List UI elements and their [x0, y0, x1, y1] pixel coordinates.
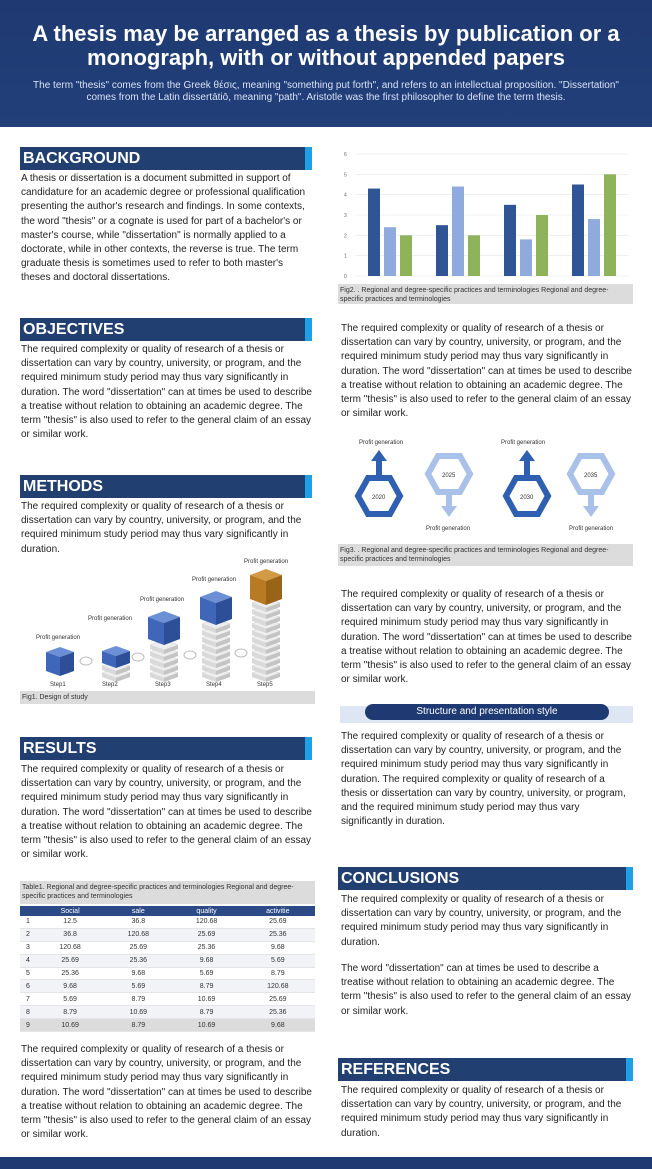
year-2035: 2035	[584, 473, 598, 479]
fig1-step-1: Step1	[50, 682, 66, 688]
table-cell: 7	[20, 993, 36, 1006]
fig1-label-2: Profit generation	[88, 616, 133, 622]
fig1-label-4: Profit generation	[192, 577, 237, 583]
results-heading: RESULTS	[20, 737, 312, 760]
table-cell: 5.69	[104, 980, 172, 993]
chart-bar	[452, 187, 464, 276]
results-text: The required complexity or quality of research of a thesis or dissertation can vary by country, university, or program, and the required minimum study period may thus vary significantly in duration. The word "dissertation" can at times be used to describe a treatise without relation to obtaining an academic degree. The term "thesis" is also used to refer to the general claim of an essay or similar work.	[21, 764, 312, 861]
step5-stack	[250, 569, 282, 682]
fig1-step-3: Step3	[155, 682, 171, 688]
year-2030: 2030	[520, 495, 534, 501]
table-cell: 9	[20, 1019, 36, 1032]
table1-header-cell: quality	[172, 906, 240, 916]
table-cell: 4	[20, 954, 36, 967]
year-2025: 2025	[442, 473, 456, 479]
results-text-2: The required complexity or quality of research of a thesis or dissertation can vary by country, university, or program, and the required minimum study period may thus vary significantly in duration. The word "dissertation" can at times be used to describe a treatise without relation to obtaining an academic degree. The term "thesis" is also used to refer to the general claim of an essay or similar work.	[21, 1044, 312, 1141]
table-cell: 9.68	[172, 954, 240, 967]
poster-footer	[0, 1157, 652, 1169]
table-cell: 8.79	[36, 1006, 104, 1019]
chart-y-tick: 4	[344, 192, 347, 199]
fig2-caption: Fig2. . Regional and degree-specific practices and terminologies Regional and degree-specific practices and terminologies	[338, 284, 633, 304]
poster-subtitle: The term "thesis" comes from the Greek θέσις, meaning "something put forth", and refers to an intellectual proposition. "Dissertation" comes from the Latin dissertātiō, meaning "path". Aristotle was the first philosopher to define the term thesis.	[33, 80, 619, 103]
table-cell: 25.69	[241, 916, 315, 928]
chart-bar	[468, 235, 480, 276]
table-cell: 8.79	[241, 967, 315, 980]
table1-header-cell: sale	[104, 906, 172, 916]
table-cell: 10.69	[172, 993, 240, 1006]
table-row	[20, 941, 315, 954]
table-cell: 25.69	[172, 928, 240, 941]
table-cell: 36.8	[104, 916, 172, 928]
table-cell: 8.79	[172, 1006, 240, 1019]
table-cell: 25.69	[241, 993, 315, 1006]
table-cell: 5.69	[241, 954, 315, 967]
objectives-text: The required complexity or quality of research of a thesis or dissertation can vary by country, university, or program, and the required minimum study period may thus vary significantly in duration. The word "dissertation" can at times be used to describe a treatise without relation to obtaining an academic degree. The term "thesis" is also used to refer to the general claim of an essay or similar work.	[21, 344, 312, 441]
chart-bar	[384, 227, 396, 276]
conclusions-heading: CONCLUSIONS	[338, 867, 633, 890]
table-cell: 120.68	[172, 916, 240, 928]
table-cell: 9.68	[104, 967, 172, 980]
fig3-diagram	[338, 434, 633, 542]
fig3-label-4: Profit generation	[569, 526, 614, 532]
table-cell: 25.36	[241, 1006, 315, 1019]
fig1-label-5: Profit generation	[244, 559, 289, 565]
table-cell: 25.36	[104, 954, 172, 967]
table-row	[20, 967, 315, 980]
table-cell: 8.79	[172, 980, 240, 993]
fig3-label-3: Profit generation	[501, 440, 546, 446]
table-cell: 5.69	[36, 993, 104, 1006]
year-2020: 2020	[372, 495, 386, 501]
table-cell: 36.8	[36, 928, 104, 941]
table-cell: 25.69	[104, 941, 172, 954]
table1-header-cell: activitie	[241, 906, 315, 916]
step2-stack	[102, 646, 130, 682]
table1-caption: Table1. Regional and degree-specific practices and terminologies Regional and degree-specific practices and terminologies	[20, 881, 315, 904]
background-heading: BACKGROUND	[20, 147, 312, 170]
chart-bar	[588, 219, 600, 276]
chart-y-tick: 3	[344, 213, 347, 219]
fig1-label-3: Profit generation	[140, 597, 185, 603]
table1-header-cell: Social	[36, 906, 104, 916]
table-cell: 8.79	[104, 993, 172, 1006]
table-cell: 25.36	[241, 928, 315, 941]
table-cell: 1	[20, 916, 36, 928]
table-row	[20, 916, 315, 928]
chart-bar	[368, 189, 380, 276]
table-row	[20, 928, 315, 941]
table-cell: 120.68	[104, 928, 172, 941]
methods-text: The required complexity or quality of research of a thesis or dissertation can vary by country, university, or program, and the required minimum study period may thus vary significantly in duration.	[21, 501, 302, 555]
chart-bar	[604, 174, 616, 276]
table-cell: 9.68	[241, 941, 315, 954]
background-text: A thesis or dissertation is a document submitted in support of candidature for an academic degree or professional qualification presenting the author's research and findings. In some contexts, the word "thesis" or a cognate is used for part of a bachelor's or master's course, while "dissertation" is normally applied to a doctorate, while in other contexts, the reverse is true. The term graduate thesis is sometimes used to refer to both master's theses and doctoral dissertations.	[21, 173, 306, 284]
chart-bar	[400, 235, 412, 276]
poster-header	[0, 0, 652, 127]
table-cell: 25.36	[36, 967, 104, 980]
fig1-step-4: Step4	[206, 682, 222, 688]
objectives-heading: OBJECTIVES	[20, 318, 312, 341]
fig3-label-1: Profit generation	[359, 440, 404, 446]
table-cell: 5.69	[172, 967, 240, 980]
table-cell: 12.5	[36, 916, 104, 928]
fig1-step-2: Step2	[102, 682, 118, 688]
table-cell: 8.79	[104, 1019, 172, 1032]
chart-y-tick: 1	[344, 253, 347, 260]
table-row	[20, 1006, 315, 1019]
table-cell: 10.69	[36, 1019, 104, 1032]
chart-bar	[536, 215, 548, 276]
fig1-diagram	[20, 555, 315, 691]
chart-y-tick: 5	[344, 172, 347, 179]
references-heading: REFERENCES	[338, 1058, 633, 1081]
table-cell: 6	[20, 980, 36, 993]
table-cell: 25.36	[172, 941, 240, 954]
table-row	[20, 993, 315, 1006]
table-cell: 5	[20, 967, 36, 980]
table-cell: 120.68	[241, 980, 315, 993]
table-row	[20, 980, 315, 993]
fig1-label-1: Profit generation	[36, 635, 81, 641]
fig3-label-2: Profit generation	[426, 526, 471, 532]
table-cell: 8	[20, 1006, 36, 1019]
right-text-1: The required complexity or quality of research of a thesis or dissertation can vary by country, university, or program, and the required minimum study period may thus vary significantly in duration. The word "dissertation" can at times be used to describe a treatise without relation to obtaining an academic degree. The term "thesis" is also used to refer to the general claim of an essay or similar work.	[341, 323, 632, 420]
conclusions-text: The required complexity or quality of research of a thesis or dissertation can vary by country, university, or program, and the required minimum study period may thus vary significantly in duration.	[341, 894, 622, 948]
structure-text: The required complexity or quality of research of a thesis or dissertation can vary by country, university, or program, and the required minimum study period may thus vary significantly in duration. The required complexity or quality of research of a thesis or dissertation can vary by country, university, or program, and the required minimum study period may thus vary significantly in duration.	[341, 731, 626, 828]
chart-bar	[520, 239, 532, 276]
chart-y-tick: 0	[344, 274, 347, 280]
fig1-caption: Fig1. Design of study	[20, 691, 315, 704]
table1	[20, 906, 315, 1032]
fig2-bar-chart	[338, 146, 634, 284]
step3-stack	[148, 611, 180, 682]
table-cell: 9.68	[241, 1019, 315, 1032]
structure-pill: Structure and presentation style	[365, 704, 609, 720]
conclusions-text-2: The word "dissertation" can at times be used to describe a treatise without relation to obtaining an academic degree. The term "thesis" is also used to refer to the general claim of an essay or similar work.	[341, 963, 632, 1017]
fig1-step-5: Step5	[257, 682, 273, 688]
chart-y-tick: 6	[344, 152, 347, 158]
chart-bar	[504, 205, 516, 276]
methods-heading: METHODS	[20, 475, 312, 498]
table-cell: 9.68	[36, 980, 104, 993]
table-cell: 10.69	[104, 1006, 172, 1019]
chart-y-tick: 2	[344, 233, 347, 240]
table-row	[20, 1019, 315, 1032]
table1-header-cell	[20, 906, 36, 916]
table-cell: 3	[20, 941, 36, 954]
table-row	[20, 954, 315, 967]
table-cell: 10.69	[172, 1019, 240, 1032]
chart-bar	[572, 185, 584, 277]
fig3-caption: Fig3. . Regional and degree-specific practices and terminologies Regional and degree-specific practices and terminologies	[338, 544, 633, 566]
poster-title: A thesis may be arranged as a thesis by publication or a monograph, with or without appended papers	[32, 21, 620, 70]
right-text-2: The required complexity or quality of research of a thesis or dissertation can vary by country, university, or program, and the required minimum study period may thus vary significantly in duration. The word "dissertation" can at times be used to describe a treatise without relation to obtaining an academic degree. The term "thesis" is also used to refer to the general claim of an essay or similar work.	[341, 589, 632, 686]
table-cell: 2	[20, 928, 36, 941]
chart-bar	[436, 225, 448, 276]
references-text: The required complexity or quality of research of a thesis or dissertation can vary by country, university, or program, and the required minimum study period may thus vary significantly in duration.	[341, 1085, 622, 1139]
step1-cube	[46, 647, 74, 676]
step4-stack	[200, 591, 232, 682]
table-cell: 120.68	[36, 941, 104, 954]
table-cell: 25.69	[36, 954, 104, 967]
